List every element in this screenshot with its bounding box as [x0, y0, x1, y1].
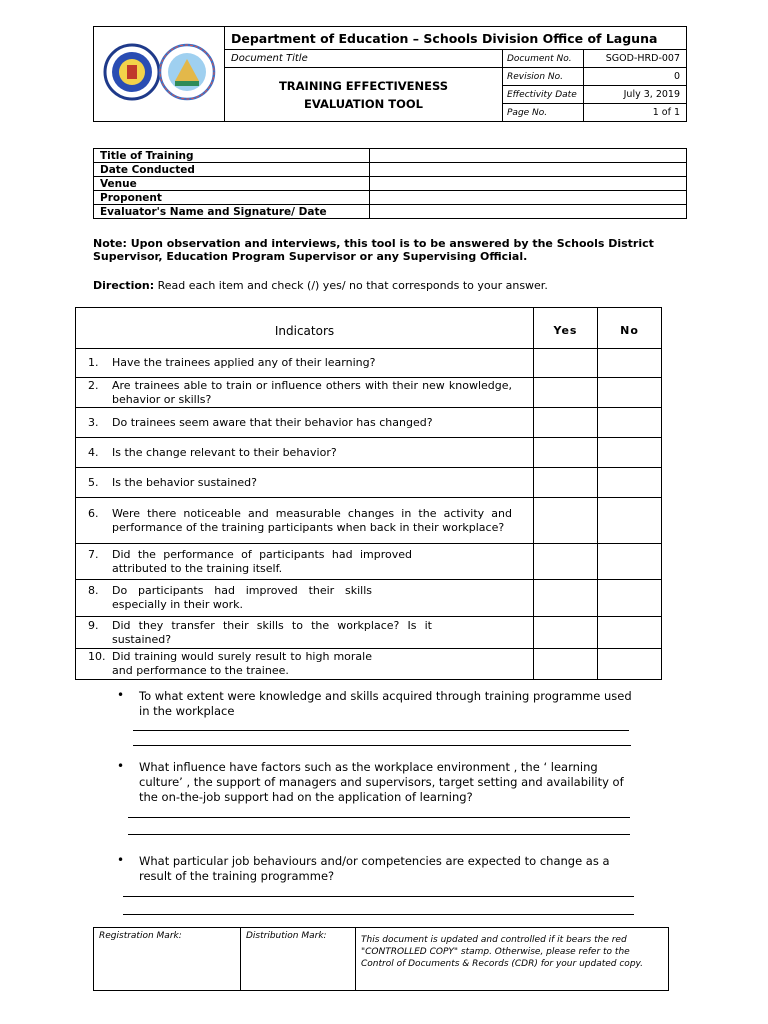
info-value-field[interactable]	[370, 149, 687, 163]
item-number: 2.	[88, 378, 99, 392]
item-text: Do participants had improved their skills especially in their work.	[112, 584, 372, 611]
no-checkbox[interactable]	[598, 617, 662, 649]
indicator-row	[76, 498, 534, 544]
info-value-field[interactable]	[370, 191, 687, 205]
training-info-table	[93, 148, 687, 219]
no-checkbox[interactable]	[598, 408, 662, 438]
answer-line[interactable]	[128, 817, 630, 818]
meta-value: July 3, 2019	[584, 86, 687, 104]
item-number: 1.	[88, 356, 99, 369]
item-text: Were there noticeable and measurable changes in the activity and performance of the training participants when back in their workplace?	[112, 506, 512, 534]
item-text: Is the behavior sustained?	[112, 475, 257, 489]
indicator-row	[76, 349, 534, 378]
item-text: Did they transfer their skills to the workplace? Is it sustained?	[112, 618, 432, 646]
indicator-row	[76, 580, 534, 617]
item-number: 8.	[88, 584, 99, 597]
answer-line[interactable]	[128, 834, 630, 835]
title-line-1: TRAINING EFFECTIVENESS	[278, 78, 449, 93]
item-number: 3.	[88, 415, 99, 429]
no-checkbox[interactable]	[598, 649, 662, 680]
yes-checkbox[interactable]	[534, 580, 598, 617]
no-checkbox[interactable]	[598, 349, 662, 378]
indicator-row	[76, 617, 534, 649]
yes-checkbox[interactable]	[534, 408, 598, 438]
logos-cell	[94, 27, 225, 122]
registration-mark: Registration Mark:	[94, 928, 241, 991]
indicator-row	[76, 468, 534, 498]
answer-line[interactable]	[133, 730, 629, 731]
note-text: Note: Upon observation and interviews, this tool is to be answered by the Schools District Supervisor, Education Program Supervisor or any Supervising Official.	[93, 237, 654, 263]
yes-checkbox[interactable]	[534, 649, 598, 680]
answer-line[interactable]	[133, 745, 631, 746]
no-checkbox[interactable]	[598, 378, 662, 408]
item-text: Do trainees seem aware that their behavior has changed?	[112, 415, 433, 429]
meta-value: 0	[584, 68, 687, 86]
item-text: Did the performance of participants had improved attributed to the training itself.	[112, 547, 412, 575]
indicator-row	[76, 544, 534, 580]
distribution-mark: Distribution Mark:	[241, 928, 356, 991]
yes-checkbox[interactable]	[534, 498, 598, 544]
answer-line[interactable]	[123, 896, 634, 897]
yes-checkbox[interactable]	[534, 438, 598, 468]
item-number: 7.	[88, 547, 99, 561]
direction-label: Direction:	[93, 279, 155, 292]
meta-label: Effectivity Date	[503, 86, 584, 104]
item-text: Is the change relevant to their behavior?	[112, 445, 337, 459]
question-1	[117, 688, 639, 719]
yes-header: Yes	[534, 308, 598, 349]
item-number: 9.	[88, 618, 99, 632]
meta-label: Page No.	[503, 104, 584, 122]
info-label: Date Conducted	[94, 163, 370, 177]
indicator-row	[76, 649, 534, 680]
yes-checkbox[interactable]	[534, 617, 598, 649]
no-checkbox[interactable]	[598, 498, 662, 544]
question-3	[117, 853, 639, 884]
indicators-header: Indicators	[76, 308, 534, 349]
question-2	[117, 759, 637, 805]
no-checkbox[interactable]	[598, 438, 662, 468]
bullet-icon: •	[117, 759, 125, 773]
no-checkbox[interactable]	[598, 468, 662, 498]
question-text: To what extent were knowledge and skills acquired through training programme used in the workplace	[139, 689, 632, 718]
question-text: What particular job behaviours and/or competencies are expected to change as a result of the training programme?	[139, 854, 610, 883]
answer-line[interactable]	[123, 914, 634, 915]
no-checkbox[interactable]	[598, 580, 662, 617]
document-header	[93, 26, 687, 122]
yes-checkbox[interactable]	[534, 544, 598, 580]
control-note: This document is updated and controlled if it bears the red "CONTROLLED COPY" stamp. Otherwise, please refer to the Control of Documents & Records (CDR) for your updated copy.	[356, 928, 669, 991]
info-value-field[interactable]	[370, 163, 687, 177]
info-value-field[interactable]	[370, 177, 687, 191]
no-header: No	[598, 308, 662, 349]
item-text: Did training would surely result to high morale and performance to the trainee.	[112, 650, 372, 677]
document-title-label: Document Title	[225, 50, 503, 68]
deped-seal-icon	[105, 45, 159, 99]
document-footer	[93, 927, 669, 991]
item-number: 5.	[88, 475, 99, 489]
no-checkbox[interactable]	[598, 544, 662, 580]
yes-checkbox[interactable]	[534, 378, 598, 408]
info-label: Evaluator's Name and Signature/ Date	[94, 205, 370, 219]
indicators-table	[75, 307, 662, 680]
meta-label: Document No.	[503, 50, 584, 68]
meta-value: 1 of 1	[584, 104, 687, 122]
item-text: Have the trainees applied any of their learning?	[112, 356, 376, 369]
item-text: Are trainees able to train or influence others with their new knowledge, behavior or skills?	[112, 378, 512, 406]
info-label: Proponent	[94, 191, 370, 205]
yes-checkbox[interactable]	[534, 468, 598, 498]
document-title	[225, 68, 503, 122]
item-number: 6.	[88, 506, 99, 520]
department-name: Department of Education – Schools Division Office of Laguna	[225, 27, 687, 50]
info-label: Title of Training	[94, 149, 370, 163]
direction-body: Read each item and check (/) yes/ no that corresponds to your answer.	[154, 279, 548, 292]
meta-label: Revision No.	[503, 68, 584, 86]
item-number: 4.	[88, 445, 99, 459]
item-number: 10.	[88, 650, 106, 663]
bullet-icon: •	[117, 688, 125, 702]
yes-checkbox[interactable]	[534, 349, 598, 378]
question-text: What influence have factors such as the workplace environment , the ‘ learning culture’ , the support of managers and supervisors, target setting and availability of the on-the-job support had on the application of learning?	[139, 760, 624, 804]
title-line-2: EVALUATION TOOL	[303, 96, 424, 111]
agency-logos	[99, 37, 219, 107]
sdo-laguna-seal-icon	[160, 45, 214, 99]
indicator-row	[76, 408, 534, 438]
indicator-row	[76, 438, 534, 468]
info-label: Venue	[94, 177, 370, 191]
indicator-row	[76, 378, 534, 408]
direction-text	[93, 279, 693, 292]
info-value-field[interactable]	[370, 205, 687, 219]
bullet-icon: •	[117, 853, 125, 867]
meta-value: SGOD-HRD-007	[584, 50, 687, 68]
